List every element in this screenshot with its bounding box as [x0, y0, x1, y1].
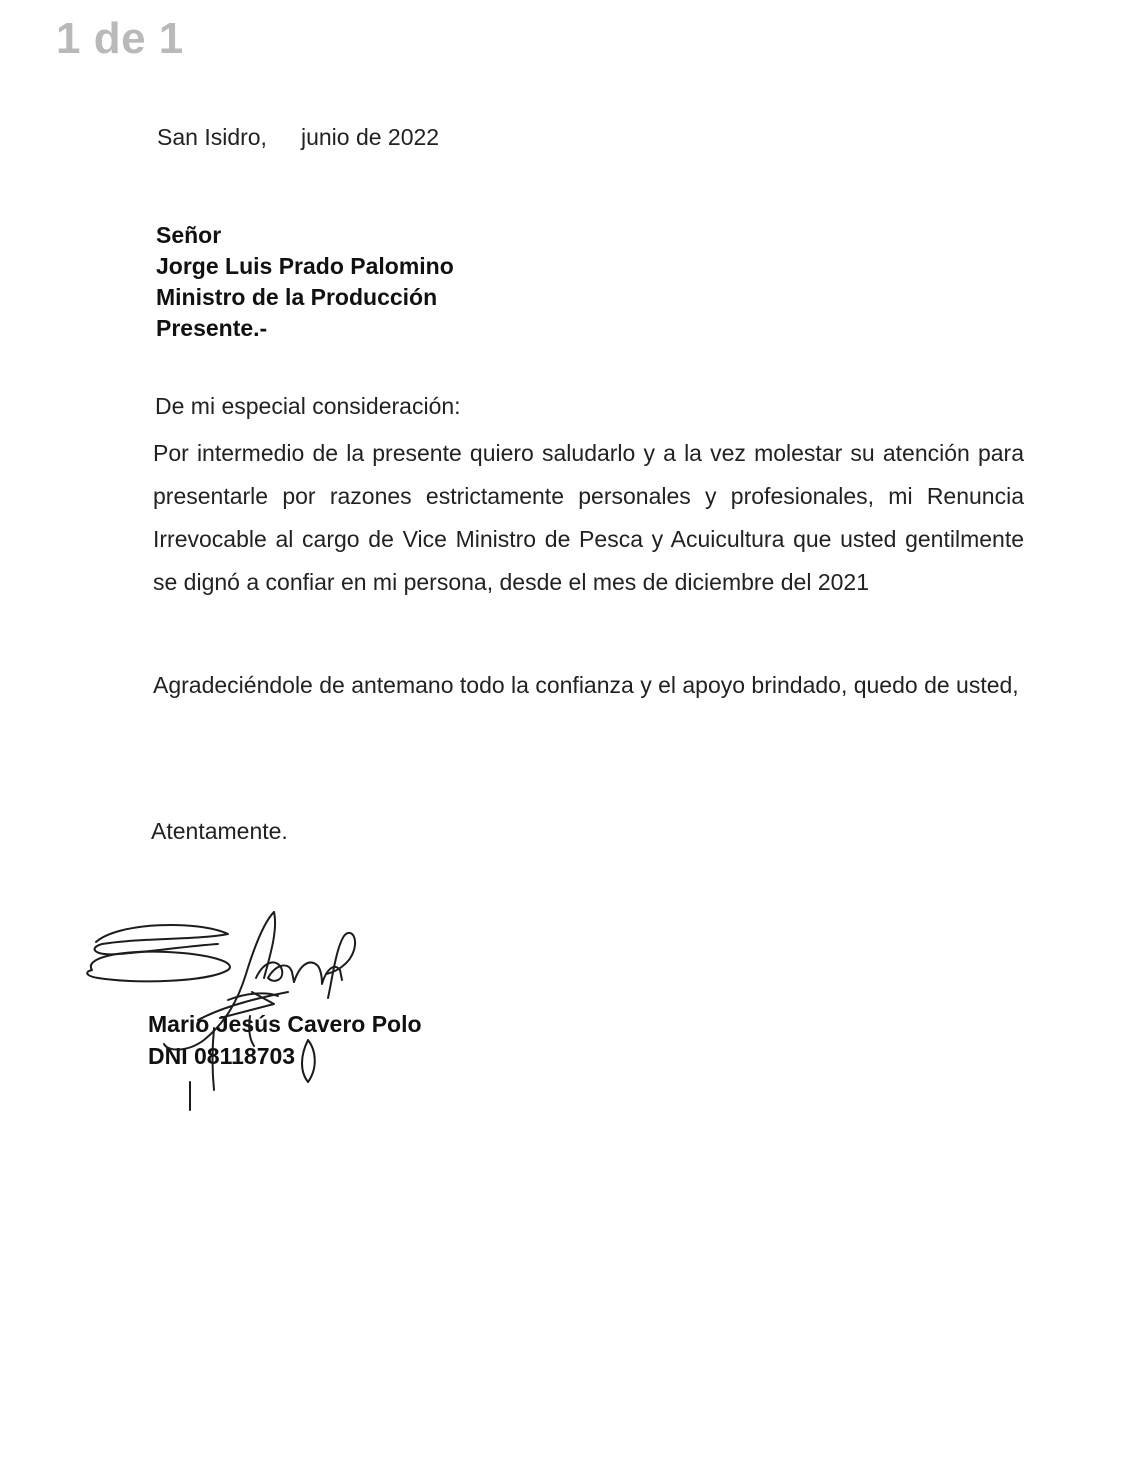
body-paragraph-2: Agradeciéndole de antemano todo la confianza y el apoyo brindado, quedo de usted, [153, 672, 1019, 698]
signer-dni: DNI 08118703 [148, 1043, 296, 1069]
letter-place: San Isidro, [157, 124, 267, 150]
recipient-title: Señor [156, 222, 222, 248]
date-line [157, 124, 439, 151]
recipient-block [156, 220, 454, 344]
signer-name: Mario Jesús Cavero Polo [148, 1011, 422, 1037]
recipient-presente: Presente.- [156, 315, 268, 341]
handwritten-signature [78, 900, 378, 1120]
letter-date: junio de 2022 [300, 124, 440, 150]
closing: Atentamente. [151, 818, 288, 844]
recipient-name: Jorge Luis Prado Palomino [156, 253, 454, 279]
recipient-position: Ministro de la Producción [156, 284, 438, 310]
salutation: De mi especial consideración: [155, 393, 461, 419]
body-paragraph-1: Por intermedio de la presente quiero saludarlo y a la vez molestar su atención para presentarle por razones estrictamente personales y profesionales, mi Renuncia Irrevocable al cargo de Vice Ministro de Pesca y Acuicultura que usted gentilmente se dignó a confiar en mi persona, desde el mes de diciembre del 2021 [153, 440, 1024, 595]
page-indicator: 1 de 1 [56, 14, 184, 63]
